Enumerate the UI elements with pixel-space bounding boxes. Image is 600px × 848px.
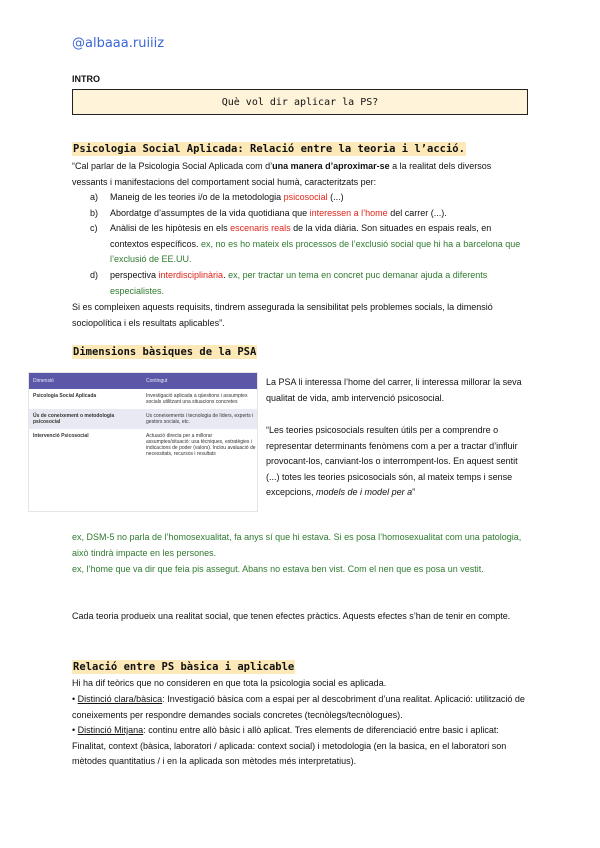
list-marker: a): [90, 192, 99, 202]
table-header: [29, 373, 257, 389]
list-example: ex, no es ho mateix els processos de l’exclusió social que hi ha a barcelona que l’exclusió de EE.UU.: [110, 238, 521, 265]
section-heading-dimensions: Dimensions bàsiques de la PSA: [73, 346, 257, 358]
list-text: Anàlisi de les hipòtesis en els: [110, 223, 231, 233]
list-text: perspectiva: [110, 270, 159, 280]
list-marker: b): [90, 208, 99, 218]
theories-quote-italic: models de i model per a: [316, 487, 413, 498]
list-item: [90, 221, 528, 268]
table-cell: Investigació aplicada a qüestions i assumptes socials utilitzant una situacions concretes: [146, 393, 248, 405]
section-heading-psa: Psicologia Social Aplicada: Relació entre la teoria i l’acció.: [73, 143, 465, 155]
bullet-icon: •: [72, 725, 78, 735]
table-row: [29, 429, 257, 461]
list-marker: c): [90, 223, 98, 233]
section-heading-relation: Relació entre PS bàsica i aplicable: [73, 661, 295, 673]
table-cell: Ús de coneixement o metodologia psicosocial: [33, 413, 115, 425]
list-highlight: interessen a l’home: [309, 208, 388, 218]
list-highlight: interdisciplinària: [158, 270, 224, 280]
dimensions-table-image: [28, 372, 258, 512]
list-item: [90, 268, 528, 299]
bullet-distinction-clear: [72, 692, 528, 723]
list-text: Maneig de les teories i/o de la metodologia: [110, 192, 284, 202]
example-home: ex, l’home que va dir que feia pis assegut. Abans no estava ben vist. Com el nen que es posa un vestit.: [72, 564, 484, 574]
table-header-cell: Contingut: [146, 378, 168, 384]
theories-quote-text: “Les teories psicosocials resulten útils per a comprendre o representar determinants fenòmens com a per a tractar d’influir provocant-los, canviant-los o interrompent-los. En aquest sentit (...) totes les teories psicosocials són, al mateix temps i sense excepcions,: [266, 425, 518, 498]
table-header-cell: Dimensió: [33, 378, 54, 384]
bullet-icon: •: [72, 694, 78, 704]
closing-paragraph: Si es compleixen aquests requisits, tindrem assegurada la sensibilitat pels problemes socials, la dimensió sociopolítica i els resultats aplicables”.: [72, 302, 493, 328]
bullet-label: Distinció clara/bàsica: [77, 694, 163, 704]
list-marker: d): [90, 270, 99, 280]
list-text-post: de la vida diària. Son situades en espais reals, en contextos específicos.: [110, 223, 492, 249]
list-example: ex, per tractar un tema en concret puc demanar ajuda a diferents especialistes.: [110, 270, 488, 296]
table-cell: Psicologia Social Aplicada: [33, 393, 97, 399]
quote-text-a: “Cal parlar de la Psicologia Social Aplicada com d’: [72, 161, 273, 171]
list-item: [90, 206, 528, 222]
bullet-label: Distinció Mitjana: [77, 725, 144, 735]
list-item: [90, 190, 528, 206]
list-highlight: psicosocial: [283, 192, 328, 202]
intro-question-box: [72, 89, 528, 115]
table-row: [29, 409, 257, 429]
list-text-post: .: [223, 270, 229, 280]
author-handle: @albaaa.ruiiiz: [72, 36, 165, 51]
bullet-distinction-mid: [72, 723, 528, 770]
theory-effects-paragraph: Cada teoria produeix una realitat social, que tenen efectes pràctics. Aquests efectes s’han de tenir en compte.: [72, 611, 511, 621]
quote-paragraph: [72, 159, 528, 190]
bullet-text: : continu entre allò bàsic i allò aplicat. Tres elements de diferenciació entre basic i aplicat: Finalitat, context (bàsica, laboratori / aplicada: context social) i metodologia (en la basica, en el laboratori son mètodes quantitatius / i en la aplicada son mètodes més interpretatius).: [72, 725, 507, 767]
intro-question-text: Què vol dir aplicar la PS?: [221, 96, 379, 108]
bullet-text: : Investigació bàsica com a espai per al descobriment d’una realitat. Aplicació: utilització de coneixements per respondre demandes socials concretes (tecnòlegs/tecnòlogues).: [72, 694, 525, 720]
table-cell: Us coneixements i tecnologia de líders, experts i gestors socials, etc.: [146, 413, 254, 425]
intro-label: INTRO: [72, 74, 100, 84]
list-highlight: escenaris reals: [230, 223, 291, 233]
theories-quote-end: ”: [412, 487, 416, 498]
list-text-post: del carrer (...).: [387, 208, 447, 218]
table-row: [29, 389, 257, 409]
list-text-post: (...): [327, 192, 344, 202]
quote-text-c: a la realitat dels diversos vessants i manifestacions del comportament social humà, caracteritzats per:: [72, 161, 492, 187]
psa-description: La PSA li interessa l’home del carrer, li interessa millorar la seva qualitat de vida, amb intervenció psicosocial.: [266, 377, 522, 403]
example-dsm: ex, DSM-5 no parla de l’homosexualitat, fa anys sí que hi estava. Si es posa l’homosexualitat com una patologia, això tindrà impacte en les persones.: [72, 532, 522, 558]
table-cell: Intervenció Psicosocial: [33, 433, 89, 439]
relation-intro: Hi ha dif teòrics que no consideren en que tota la psicologia social es aplicada.: [72, 678, 387, 688]
table-cell: Actuació directa per a millorar assumptes/situació: usa tècniques, estratègies i indicacions de poder (valors). Inclou avaluació de necessitats, recursos i resultats: [146, 433, 256, 457]
list-text: Abordatge d’assumptes de la vida quotidiana que: [110, 208, 310, 218]
theories-quote: [266, 423, 528, 501]
quote-text-bold: una manera d’aproximar-se: [272, 161, 390, 171]
